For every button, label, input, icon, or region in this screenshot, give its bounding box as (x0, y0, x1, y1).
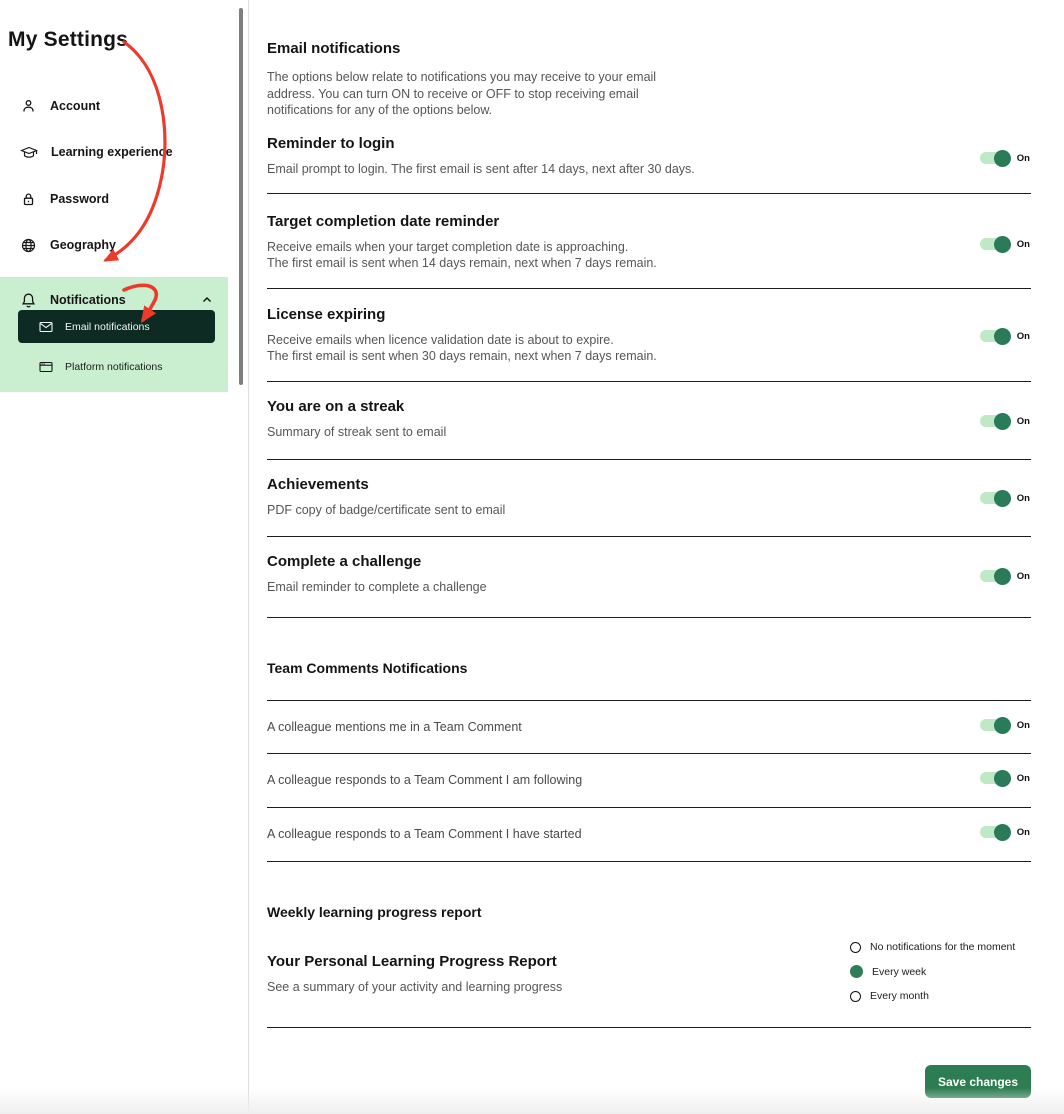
divider (267, 459, 1031, 460)
toggle-responds-started[interactable] (980, 826, 1030, 838)
toggle-knob[interactable] (994, 490, 1011, 507)
sidebar-item-label: Learning experience (51, 145, 173, 159)
toggle-knob[interactable] (994, 568, 1011, 585)
divider (267, 381, 1031, 382)
sidebar-item-label: Platform notifications (65, 361, 163, 373)
radio-every-week[interactable] (850, 965, 1015, 978)
team-comment-row-label: A colleague responds to a Team Comment I am following (267, 773, 583, 787)
setting-title: License expiring (267, 306, 386, 323)
weekly-report-section-title: Weekly learning progress report (267, 904, 482, 920)
toggle-track[interactable] (980, 719, 1009, 731)
sidebar-item-platform-notifications[interactable] (18, 355, 215, 379)
report-frequency-radio-group (850, 941, 1015, 1002)
toggle-state-label: On (1016, 492, 1030, 504)
chevron-up-icon (200, 293, 214, 307)
toggle-responds-following[interactable] (980, 772, 1030, 784)
sidebar-item-notifications[interactable] (20, 289, 214, 311)
settings-sidebar (0, 0, 248, 1114)
divider (267, 700, 1031, 701)
toggle-track[interactable] (980, 415, 1009, 427)
divider (267, 617, 1031, 618)
person-icon (20, 98, 37, 115)
toggle-achievements[interactable] (980, 492, 1030, 504)
toggle-track[interactable] (980, 238, 1009, 250)
toggle-knob[interactable] (994, 770, 1011, 787)
radio-label: Every month (870, 990, 929, 1002)
email-notifications-panel (267, 0, 1031, 1114)
setting-title: Target completion date reminder (267, 213, 500, 230)
globe-icon (20, 237, 37, 254)
setting-row (267, 398, 446, 440)
radio-label: Every week (872, 965, 927, 978)
personal-report-description: See a summary of your activity and learning progress (267, 980, 563, 994)
team-comment-row-label: A colleague mentions me in a Team Comment (267, 720, 522, 734)
setting-title: You are on a streak (267, 398, 405, 415)
sidebar-item-label: Account (50, 99, 100, 113)
toggle-knob[interactable] (994, 328, 1011, 345)
setting-title: Achievements (267, 476, 369, 493)
setting-description: Email prompt to login. The first email is sent after 14 days, next after 30 days. (267, 162, 695, 176)
toggle-track[interactable] (980, 152, 1009, 164)
toggle-track[interactable] (980, 772, 1009, 784)
radio-no-notifications[interactable] (850, 941, 1015, 953)
setting-description: Email reminder to complete a challenge (267, 580, 487, 594)
setting-description: Summary of streak sent to email (267, 425, 447, 439)
save-changes-button[interactable]: Save changes (925, 1065, 1031, 1098)
sidebar-item-label: Password (50, 192, 110, 206)
setting-description: Receive emails when licence validation date is about to expire. The first email is sent when 30 days remain, next when 7 days remain. (267, 333, 657, 364)
toggle-state-label: On (1016, 719, 1030, 731)
sidebar-item-label: Geography (50, 238, 116, 252)
section-description: The options below relate to notifications you may receive to your email address. You can turn ON to receive or OFF to stop receiving email notifications for any of the options below. (267, 70, 657, 117)
browser-window-icon (39, 361, 53, 373)
toggle-state-label: On (1016, 152, 1030, 164)
sidebar-item-label: Notifications (50, 293, 126, 307)
personal-report-title: Your Personal Learning Progress Report (267, 953, 557, 970)
setting-title: Complete a challenge (267, 553, 422, 570)
divider (267, 288, 1031, 289)
setting-row (267, 213, 657, 272)
divider (267, 193, 1031, 194)
team-comments-section-title: Team Comments Notifications (267, 660, 468, 676)
toggle-track[interactable] (980, 570, 1009, 582)
setting-description: PDF copy of badge/certificate sent to email (267, 503, 506, 517)
setting-row (267, 553, 487, 595)
toggle-knob[interactable] (994, 717, 1011, 734)
toggle-track[interactable] (980, 826, 1009, 838)
sidebar-item-label: Email notifications (65, 320, 150, 333)
setting-row (267, 135, 695, 177)
toggle-state-label: On (1016, 330, 1030, 342)
sidebar-item-geography[interactable] (20, 234, 116, 256)
setting-row (267, 476, 505, 518)
toggle-state-label: On (1016, 415, 1030, 427)
divider (267, 807, 1031, 808)
toggle-mentions-me[interactable] (980, 719, 1030, 731)
radio-unselected-icon[interactable] (850, 991, 861, 1002)
toggle-knob[interactable] (994, 236, 1011, 253)
divider (267, 753, 1031, 754)
toggle-knob[interactable] (994, 150, 1011, 167)
setting-description: Receive emails when your target completion date is approaching. The first email is sent when 14 days remain, next when 7 days remain. (267, 240, 657, 271)
radio-label: No notifications for the moment (870, 941, 1016, 953)
personal-report-row (267, 953, 562, 995)
toggle-track[interactable] (980, 492, 1009, 504)
section-title: Email notifications (267, 40, 401, 57)
sidebar-item-account[interactable] (20, 95, 100, 117)
toggle-target-completion[interactable] (980, 238, 1030, 250)
sidebar-item-email-notifications[interactable] (18, 310, 215, 343)
vertical-divider (248, 0, 249, 1114)
section-header (267, 40, 695, 119)
toggle-track[interactable] (980, 330, 1009, 342)
toggle-state-label: On (1016, 570, 1030, 582)
toggle-knob[interactable] (994, 824, 1011, 841)
envelope-icon (39, 321, 53, 333)
sidebar-scrollbar[interactable] (239, 8, 243, 385)
divider (267, 536, 1031, 537)
radio-unselected-icon[interactable] (850, 942, 861, 953)
page-title: My Settings (8, 28, 129, 51)
toggle-state-label: On (1016, 772, 1030, 784)
radio-every-month[interactable] (850, 990, 1015, 1002)
divider (267, 1027, 1031, 1028)
toggle-knob[interactable] (994, 413, 1011, 430)
graduation-cap-icon (20, 144, 38, 161)
toggle-state-label: On (1016, 826, 1030, 838)
sidebar-group-notifications (0, 277, 228, 392)
toggle-reminder-to-login[interactable] (980, 152, 1030, 164)
sidebar-item-password[interactable] (20, 188, 109, 210)
lock-icon (20, 191, 37, 208)
setting-row (267, 306, 657, 365)
sidebar-item-learning-experience[interactable] (20, 141, 173, 163)
bell-icon (20, 292, 37, 309)
toggle-complete-challenge[interactable] (980, 570, 1030, 582)
toggle-state-label: On (1016, 238, 1030, 250)
setting-title: Reminder to login (267, 135, 395, 152)
radio-selected-icon[interactable] (850, 965, 863, 978)
toggle-license-expiring[interactable] (980, 330, 1030, 342)
divider (267, 861, 1031, 862)
team-comment-row-label: A colleague responds to a Team Comment I have started (267, 827, 582, 841)
toggle-streak[interactable] (980, 415, 1030, 427)
